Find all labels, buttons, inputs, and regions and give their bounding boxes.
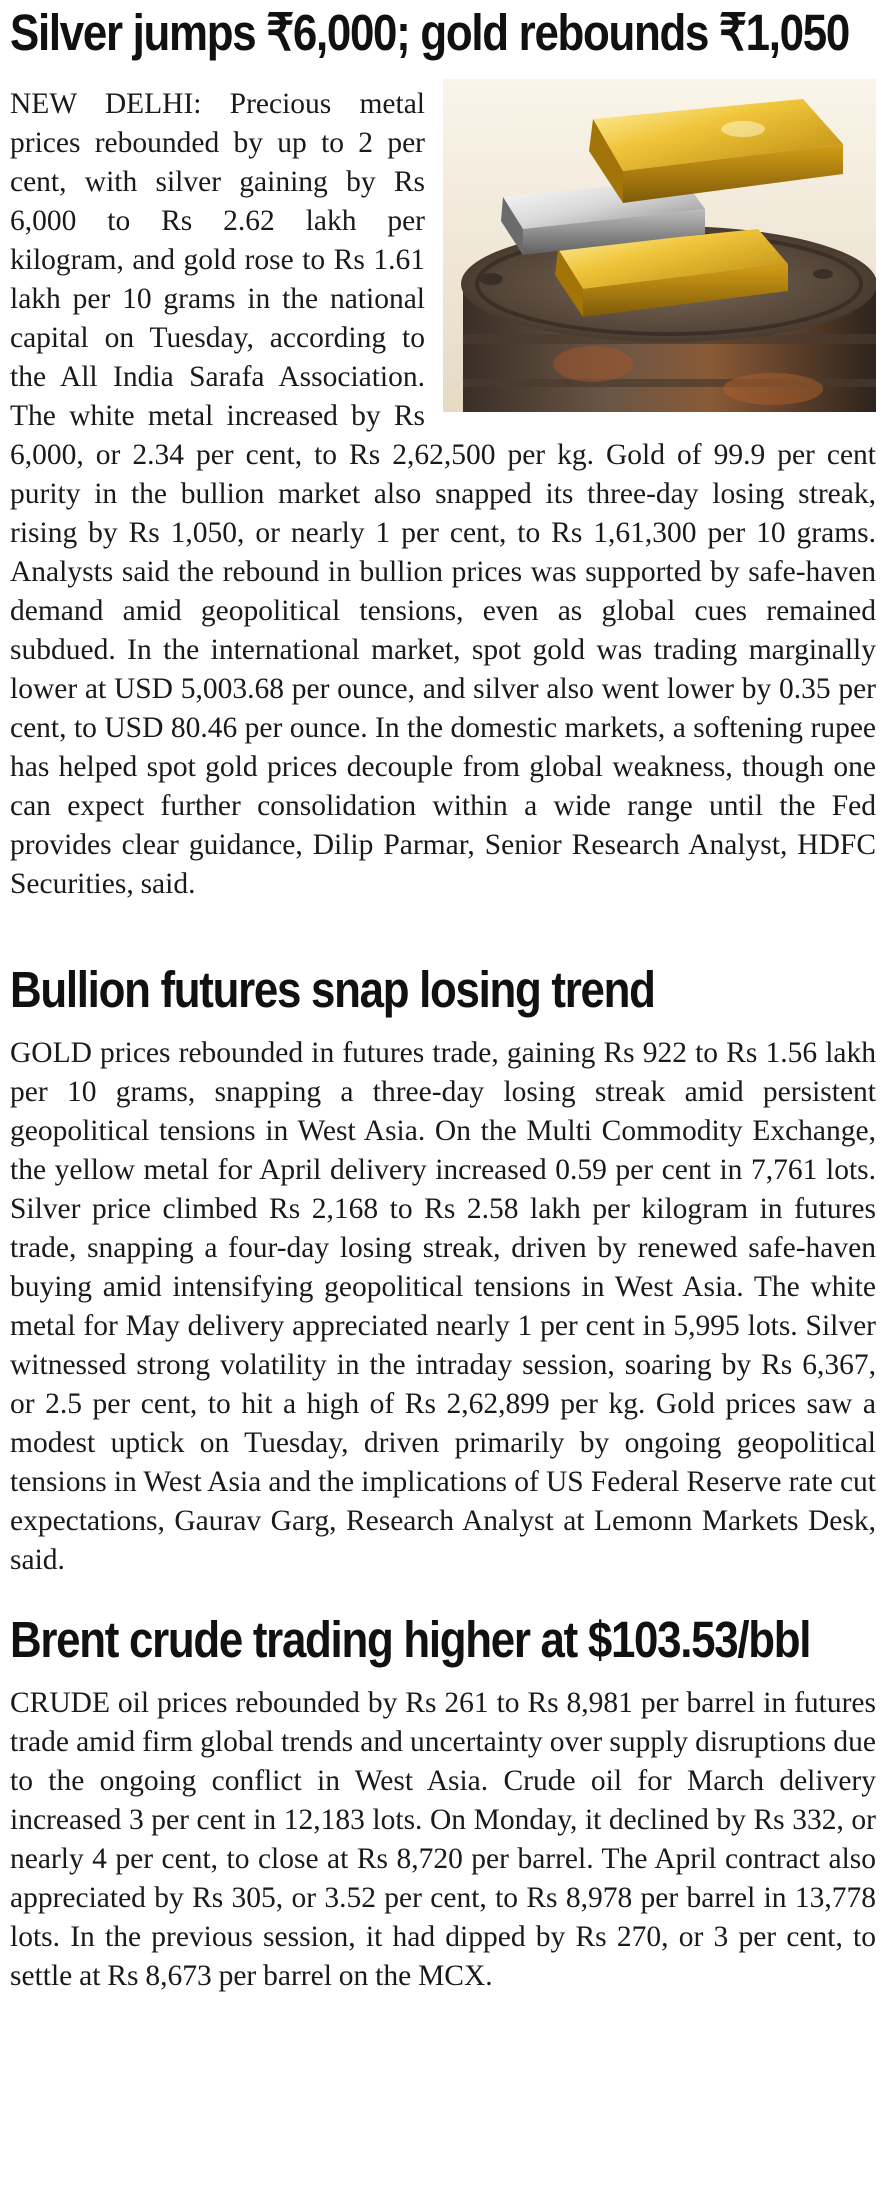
article-body-brent-crude: CRUDE oil prices rebounded by Rs 261 to Rs 8,981 per barrel in futures trade amid firm global trends and uncertainty over supply disruptions due to the ongoing conflict in West Asia. Crude oil for March delivery increased 3 per cent in 12,183 lots. On Monday, it declined by Rs 332, or nearly 4 per cent, to close at Rs 8,720 per barrel. The April contract also appreciated by Rs 305, or 3.52 per cent, to Rs 8,978 per barrel in 13,778 lots. In the previous session, it had dipped by Rs 270, or 3 per cent, to settle at Rs 8,673 per barrel on the MCX. — [10, 1687, 876, 1992]
article-body-bullion-futures: GOLD prices rebounded in futures trade, gaining Rs 922 to Rs 1.56 lakh per 10 grams, snapping a three-day losing streak amid persistent geopolitical tensions in West Asia. On the Multi Commodity Exchange, the yellow metal for April delivery increased 0.59 per cent in 7,761 lots. Silver price climbed Rs 2,168 to Rs 2.58 lakh per kilogram in futures trade, snapping a four-day losing streak, driven by renewed safe-haven buying amid intensifying geopolitical tensions in West Asia. The white metal for May delivery appreciated nearly 1 per cent in 5,995 lots. Silver witnessed strong volatility in the intraday session, soaring by Rs 6,367, or 2.5 per cent, to hit a high of Rs 2,62,899 per kg. Gold prices saw a modest uptick on Tuesday, driven primarily by ongoing geopolitical tensions in West Asia and the implications of US Federal Reserve rate cut expectations, Gaurav Garg, Research Analyst at Lemonn Markets Desk, said. — [10, 1037, 876, 1576]
gold-and-silver-bars-image — [443, 79, 876, 412]
headline-bullion-futures: Bullion futures snap losing trend — [10, 961, 655, 1018]
headline-brent-crude: Brent crude trading higher at $103.53/bbl — [10, 1611, 811, 1668]
article-body-precious-metals: NEW DELHI: Precious metal prices rebounded by up to 2 per cent, with silver gaining by Rs 6,000 to Rs 2.62 lakh per kilogram, and gold rose to Rs 1.61 lakh per 10 grams in the national capital on Tuesday, according to the All India Sarafa Association. The white metal increased by Rs 6,000, or 2.34 per cent, to Rs 2,62,500 per kg. Gold of 99.9 per cent purity in the bullion market also snapped its three-day losing streak, rising by Rs 1,050, or nearly 1 per cent, to Rs 1,61,300 per 10 grams. Analysts said the rebound in bullion prices was supported by safe-haven demand amid geopolitical tensions, even as global cues remained subdued. In the international market, spot gold was trading marginally lower at USD 5,003.68 per ounce, and silver also went lower by 0.35 per cent, to USD 80.46 per ounce. In the domestic markets, a softening rupee has helped spot gold prices decouple from global weakness, though one can expect further consolidation within a wide range until the Fed provides clear guidance, Dilip Parmar, Senior Research Analyst, HDFC Securities, said. — [10, 88, 876, 900]
article-precious-metals — [10, 85, 876, 904]
gold-bars-icon — [443, 79, 876, 412]
headline-silver-gold: Silver jumps ₹6,000; gold rebounds ₹1,050 — [10, 4, 849, 61]
